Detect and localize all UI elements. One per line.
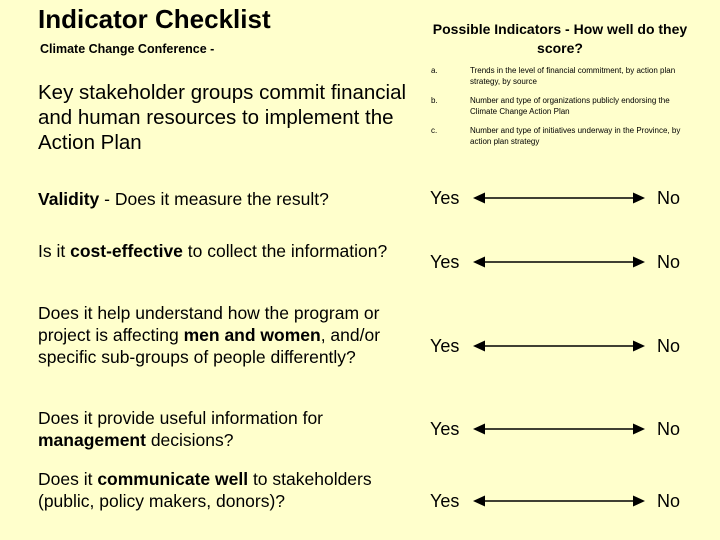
- yes-label: Yes: [430, 419, 460, 439]
- indicator-letter: a.: [431, 66, 438, 75]
- criterion-pre: Does it: [38, 469, 98, 489]
- criterion-gender: [38, 302, 413, 368]
- double-arrow-icon: [473, 494, 645, 508]
- criterion-post: to collect the information?: [182, 241, 388, 261]
- criterion-pre: Does it provide useful information for: [38, 408, 323, 428]
- indicator-letter: b.: [431, 96, 438, 105]
- no-label: No: [657, 188, 681, 208]
- double-arrow-icon: [473, 422, 645, 436]
- result-statement: Key stakeholder groups commit financial and human resources to implement the Action Plan: [38, 81, 407, 154]
- criterion-post: to stakeholders (public, policy makers, donors)?: [38, 469, 372, 511]
- criterion-bold: Validity: [38, 189, 100, 209]
- criterion-bold: communicate well: [97, 469, 249, 489]
- criterion-management: [38, 407, 413, 451]
- no-label: No: [657, 336, 681, 356]
- no-label: No: [657, 252, 681, 272]
- criterion-communicate: [38, 468, 413, 512]
- no-label: No: [657, 491, 681, 511]
- criterion-bold: men and women: [183, 325, 321, 345]
- slide-title: Indicator Checklist: [38, 4, 271, 34]
- slide-subtitle: Climate Change Conference -: [40, 42, 215, 56]
- criterion-pre: Does it help understand how the program or project is affecting: [38, 303, 380, 345]
- no-label: No: [657, 419, 681, 439]
- criterion-post: , and/or specific sub-groups of people differently?: [38, 325, 381, 367]
- indicator-letter: c.: [431, 126, 438, 135]
- criterion-pre: Is it: [38, 241, 71, 261]
- criterion-post: decisions?: [145, 430, 234, 450]
- yes-label: Yes: [430, 336, 460, 356]
- criterion-cost-effective: [38, 240, 413, 262]
- criterion-bold: cost-effective: [70, 241, 183, 261]
- indicator-text: Trends in the level of financial commitment, by action plan strategy, by source: [470, 66, 676, 86]
- criterion-post: - Does it measure the result?: [99, 189, 329, 209]
- indicator-text: Number and type of organizations publicly endorsing the Climate Change Action Plan: [470, 96, 670, 116]
- double-arrow-icon: [473, 255, 645, 269]
- criterion-validity: [38, 188, 413, 210]
- indicator-text: Number and type of initiatives underway in the Province, by action plan strategy: [470, 126, 681, 146]
- yes-label: Yes: [430, 252, 460, 272]
- indicators-heading: Possible Indicators - How well do they score?: [432, 21, 688, 56]
- yes-label: Yes: [430, 491, 460, 511]
- yes-label: Yes: [430, 188, 460, 208]
- criterion-bold: management: [38, 430, 146, 450]
- double-arrow-icon: [473, 339, 645, 353]
- double-arrow-icon: [473, 191, 645, 205]
